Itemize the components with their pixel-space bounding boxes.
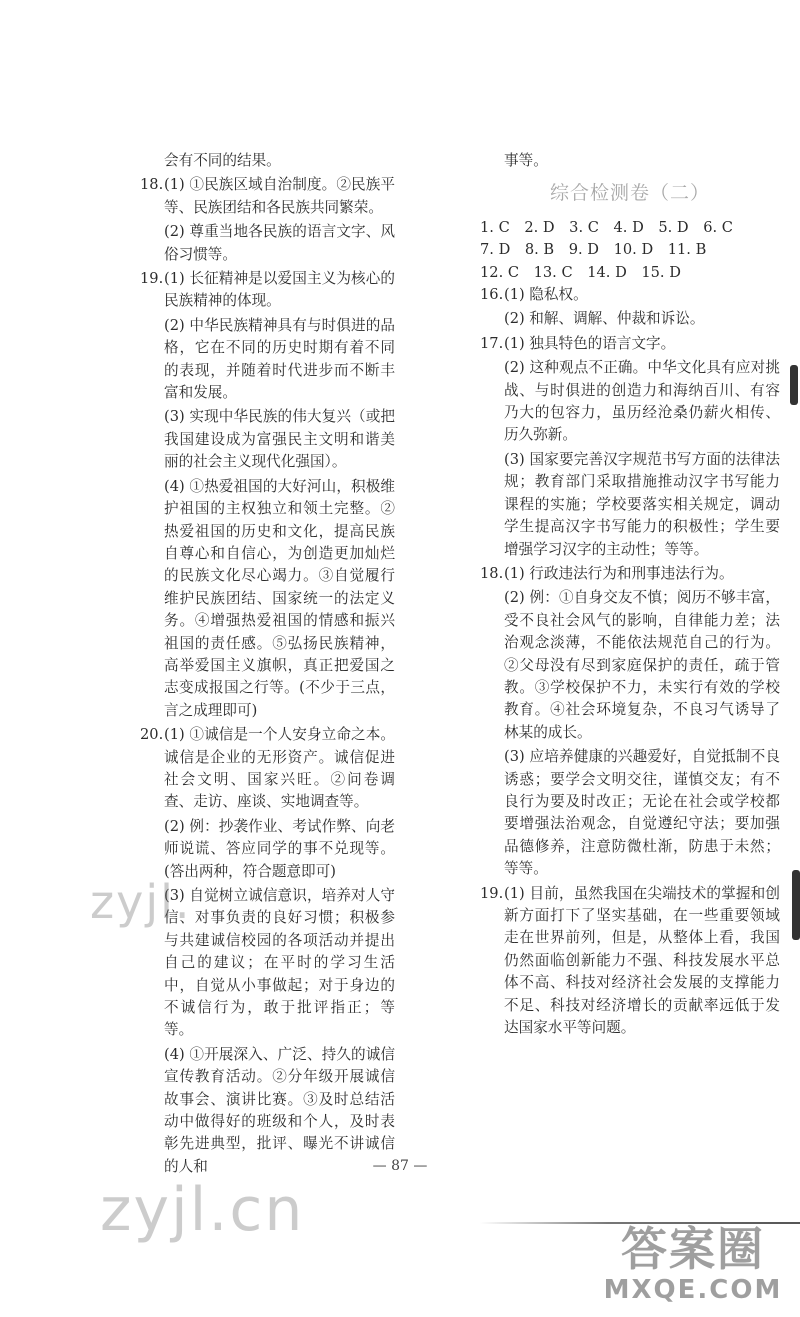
mc-line: 7. D 8. B 9. D 10. D 11. B [480, 241, 707, 259]
answer-part-1: (1) ①民族区域自治制度。②民族平等、民族团结和各民族共同繁荣。 [164, 176, 395, 216]
question-17 [480, 333, 780, 563]
question-number: 17. [480, 334, 504, 352]
q17-continuation: 会有不同的结果。 [164, 152, 281, 169]
scan-edge-mark [790, 365, 798, 405]
answer-part-3: (3) 实现中华民族的伟大复兴（或把我国建设成为富强民主文明和谐美丽的社会主义现代化强国）。 [164, 408, 395, 471]
question-18-right [480, 563, 780, 883]
answer-part-3: (3) 应培养健康的兴趣爱好，自觉抵制不良诱惑；要学会文明交往，谨慎交友；有不良行为要及时改正；无论在社会或学校都要增强法治观念，自觉遵纪守法；要加强品德修养，注意防微杜渐，防患于未然；等等。 [504, 748, 780, 878]
question-19-right [480, 883, 780, 1042]
answer-part-2: (2) 和解、调解、仲裁和诉讼。 [504, 310, 705, 328]
question-number: 19. [480, 884, 504, 902]
question-18 [140, 174, 395, 268]
section-title: 综合检测卷（二） [549, 182, 710, 205]
q20-continuation: 事等。 [504, 152, 548, 169]
question-number: 20. [140, 726, 164, 744]
question-number: 19. [140, 270, 164, 288]
mxqe-logo-text: 答案圈 [621, 1222, 765, 1276]
answer-part-4: (4) ①开展深入、广泛、持久的诚信宣传教育活动。②分年级开展诚信故事会、演讲比赛。③及时总结活动中做得好的班级和个人，及时表彰先进典型，批评、曝光不讲诚信的人和 [164, 1045, 395, 1175]
question-16 [480, 284, 780, 333]
answer-part-1: (1) 隐私权。 [504, 286, 588, 304]
question-20 [140, 724, 395, 1180]
answer-part-4: (4) ①热爱祖国的大好河山，积极维护祖国的主权独立和领土完整。②热爱祖国的历史和文化，提高民族自尊心和自信心，为创造更加灿烂的民族文化尽心竭力。③自觉履行维护民族团结、国家统一的法定义务。④增强热爱祖国的情感和振兴祖国的责任感。⑤弘扬民族精神，高举爱国主义旗帜，真正把爱国之志变成报国之行等。(不少于三点，言之成理即可) [164, 477, 395, 719]
answer-part-1: (1) 目前，虽然我国在尖端技术的掌握和创新方面打下了坚实基础，在一些重要领域走在世界前列，但是，从整体上看，我国仍然面临创新能力不强、科技发展水平总体不高、科技对经济社会发展的支撑能力不足、科技对经济增长的贡献率远低于发达国家水平等问题。 [504, 884, 780, 1037]
left-column [140, 150, 395, 1180]
answer-part-1: (1) 独具特色的语言文字。 [504, 334, 676, 352]
question-number: 18. [480, 564, 504, 582]
zyjl-watermark-large: zyjl.cn [100, 1175, 305, 1245]
right-column [480, 150, 780, 1041]
answer-part-2: (2) 例：①自身交友不慎；阅历不够丰富，受不良社会风气的影响，自律能力差；法治观念淡薄，不能依法规范自己的行为。②父母没有尽到家庭保护的责任，疏于管教。③学校保护不力，未实行有效的学校教育。④社会环境复杂，不良习气诱导了林某的成长。 [504, 589, 780, 741]
answer-part-3: (3) 国家要完善汉字规范书写方面的法律法规；教育部门采取措施推动汉字书写能力课程的实施；学校要落实相关规定，调动学生提高汉字书写能力的积极性；学生要增强学习汉字的主动性；等等。 [504, 450, 780, 558]
scan-edge-mark [792, 870, 800, 940]
answer-part-1: (1) 长征精神是以爱国主义为核心的民族精神的体现。 [164, 270, 395, 310]
mc-line: 1. C 2. D 3. C 4. D 5. D 6. C [480, 218, 733, 236]
page-number: — 87 — [372, 1158, 428, 1174]
answer-part-3: (3) 自觉树立诚信意识，培养对人守信、对事负责的良好习惯；积极参与共建诚信校园的各项活动并提出自己的建议；在平时的学习生活中，自觉从小事做起；对于身边的不诚信行为，敢于批评指正；等等。 [164, 887, 395, 1039]
question-number: 16. [480, 286, 504, 304]
zyjl-watermark-small: zyjl. [90, 875, 192, 929]
answer-part-1: (1) ①诚信是一个人安身立命之本。诚信是企业的无形资产。诚信促进社会文明、国家兴旺。②问卷调查、走访、座谈、实地调查等。 [164, 726, 395, 811]
multiple-choice-answers [480, 217, 780, 284]
mxqe-logo-domain: MXQE.COM [603, 1275, 783, 1305]
answer-part-1: (1) 行政违法行为和刑事违法行为。 [504, 564, 734, 582]
answer-part-2: (2) 尊重当地各民族的语言文字、风俗习惯等。 [164, 223, 395, 263]
answer-part-2: (2) 中华民族精神具有与时俱进的品格，它在不同的历史时期有着不同的表现，并随着时代进步而不断丰富和发展。 [164, 316, 395, 402]
mc-line: 12. C 13. C 14. D 15. D [480, 263, 681, 281]
answer-part-2: (2) 这种观点不正确。中华文化具有应对挑战、与时俱进的创造力和海纳百川、有容乃大的包容力，虽历经沧桑仍薪火相传、历久弥新。 [504, 359, 780, 444]
answer-part-2: (2) 例：抄袭作业、考试作弊、向老师说谎、答应同学的事不兑现等。(答出两种，符合题意即可) [164, 817, 395, 880]
mxqe-logo [598, 1213, 788, 1303]
question-number: 18. [140, 176, 164, 194]
question-19 [140, 268, 395, 724]
